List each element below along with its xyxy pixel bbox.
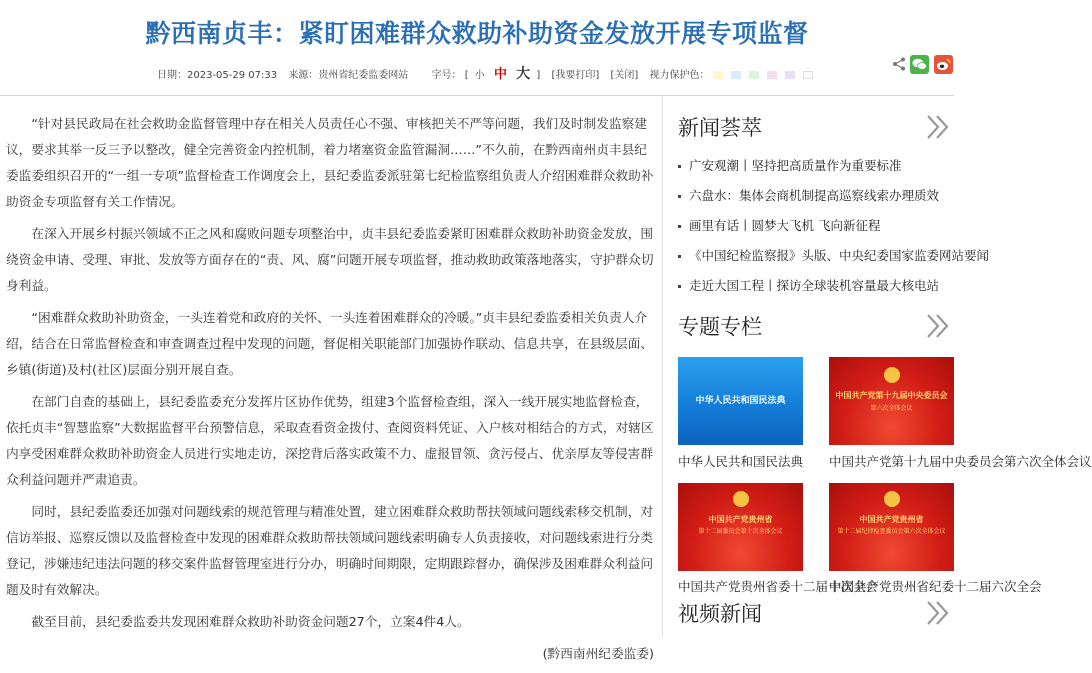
video-heading: 视频新闻 <box>678 602 762 626</box>
eye-protection-control <box>649 70 820 81</box>
article-paragraph: 在部门自查的基础上，县纪委监委充分发挥片区协作优势，组建3个监督检查组，深入一线开展实地监督检查，依托贞丰“智慧监察”大数据监督平台预警信息，采取查看资金拨付、查阅资料凭证、入户核对相结合的方式，对辖区内享受困难群众救助补助资金人员进行实地走访，深挖背后落实政策不力、虚报冒领、贪污侵占、优亲厚友等侵害群众利益问题并严肃追责。 <box>6 394 654 487</box>
party-emblem-icon <box>884 367 900 383</box>
font-large-button[interactable]: 大 <box>516 66 531 82</box>
article-paragraph: “困难群众救助补助资金，一头连着党和政府的关怀、一头连着困难群众的冷暖。”贞丰县纪委监委相关负责人介绍，结合在日常监督检查和审查调查过程中发现的问题，督促相关职能部门加强协作联动、信息共享，在县级层面、乡镇(街道)及村(社区)层面分别开展自查。 <box>6 310 654 377</box>
news-item[interactable]: 走近大国工程丨探访全球装机容量最大核电站 <box>678 271 954 301</box>
wechat-icon[interactable] <box>910 55 929 74</box>
double-chevron-icon[interactable] <box>925 313 951 339</box>
font-medium-button[interactable]: 中 <box>493 67 507 82</box>
font-size-label: 字号： <box>431 70 462 81</box>
topics-heading: 专题专栏 <box>678 315 762 339</box>
eye-color-swatch[interactable] <box>713 71 723 79</box>
eye-color-swatch[interactable] <box>731 71 741 79</box>
double-chevron-icon[interactable] <box>925 114 951 140</box>
topic-card-19th-plenary[interactable] <box>829 357 954 445</box>
topic-card-guizhou-plenary[interactable] <box>678 483 803 571</box>
article-paragraph: “针对县民政局在社会救助金监督管理中存在相关人员责任心不强、审核把关不严等问题，我们及时制发监察建议，要求其举一反三予以整改，健全完善资金内控机制，着力堵塞资金监管漏洞……”不久前，在黔西南州贞丰县纪委监委组织召开的“一组一专项”监督检查工作调度会上，县纪委监委派驻第七纪检监察组负责人介绍困难群众救助补助资金专项监督有关工作情况。 <box>6 116 654 209</box>
article-meta <box>157 63 821 83</box>
party-emblem-icon <box>733 491 749 507</box>
article-body <box>6 111 654 673</box>
source-value: 贵州省纪委监委网站 <box>318 70 409 81</box>
eye-protection-label: 视力保护色： <box>649 70 710 81</box>
bracket-close: ] <box>536 70 541 81</box>
article-paragraph: 截至目前，县纪委监委共发现困难群众救助补助资金问题27个，立案4件4人。 <box>31 614 470 629</box>
share-icon[interactable] <box>892 57 906 71</box>
date-info <box>157 70 277 81</box>
column-divider <box>662 96 663 637</box>
topic-caption[interactable]: 中国共产党贵州省委十二届十次全会 <box>678 579 879 594</box>
date-label: 日期： <box>157 70 187 81</box>
topic-card-civil-code[interactable] <box>678 357 803 445</box>
article-paragraph: 在深入开展乡村振兴领域不正之风和腐败问题专项整治中，贞丰县纪委监委紧盯困难群众救助补助资金发放，围绕资金申请、受理、审批、发放等方面存在的“责、风、腐”问题开展专项监督，推动救助政策落地落实，守护群众切身利益。 <box>6 226 654 293</box>
print-button[interactable]: [我要打印] <box>551 70 600 81</box>
news-list <box>678 151 990 301</box>
article-byline: (黔西南州纪委监委) <box>542 646 654 661</box>
topic-image-sub: 第十二届纪律检查委员会第六次全体会议 <box>837 528 946 535</box>
topic-image-sub: 第十二届委员会第十次全体会议 <box>698 528 783 535</box>
source-label: 来源： <box>288 70 319 81</box>
eye-color-swatch[interactable] <box>767 71 777 79</box>
topic-image-text: 中国共产党贵州省 <box>708 515 773 524</box>
topic-image-text: 中国共产党贵州省 <box>859 515 924 524</box>
topic-image-text: 中华人民共和国民法典 <box>695 396 786 406</box>
article-title: 黔西南贞丰：紧盯困难群众救助补助资金发放开展专项监督 <box>145 19 809 48</box>
topic-image-text: 中国共产党第十九届中央委员会 <box>835 391 948 400</box>
party-emblem-icon <box>884 491 900 507</box>
topic-caption[interactable]: 中华人民共和国民法典 <box>678 454 804 469</box>
eye-color-swatch[interactable] <box>803 71 813 79</box>
header-divider <box>0 95 954 96</box>
eye-color-swatch[interactable] <box>749 71 759 79</box>
news-item[interactable]: 画里有话丨圆梦大飞机 飞向新征程 <box>678 211 954 241</box>
date-value: 2023-05-29 07:33 <box>187 70 278 81</box>
news-heading: 新闻荟萃 <box>678 116 762 140</box>
topic-caption[interactable]: 中国共产党第十九届中央委员会第六次全体会议 <box>829 454 1092 469</box>
news-item[interactable]: 广安观潮丨坚持把高质量作为重要标准 <box>678 151 954 181</box>
source-info <box>288 70 408 81</box>
news-item[interactable]: 《中国纪检监察报》头版、中央纪委国家监委网站要闻 <box>678 241 954 271</box>
eye-color-swatches <box>713 70 821 81</box>
weibo-icon[interactable] <box>934 55 953 74</box>
double-chevron-icon[interactable] <box>925 600 951 626</box>
article-paragraph: 同时，县纪委监委还加强对问题线索的规范管理与精准处置，建立困难群众救助帮扶领域问题线索移交机制，对信访举报、巡察反馈以及监督检查中发现的困难群众救助帮扶领域问题线索明确专人负责接收，对问题线索进行分类登记，涉嫌违纪违法问题的移交案件监督管理室进行分办，明确时间期限，定期跟踪督办，确保涉及困难群众利益问题及时有效解决。 <box>6 504 654 597</box>
topic-card-guizhou-discipline[interactable] <box>829 483 954 571</box>
eye-color-swatch[interactable] <box>785 71 795 79</box>
topic-caption[interactable]: 中国共产党贵州省纪委十二届六次全会 <box>829 579 1042 594</box>
font-small-button[interactable]: 小 <box>474 70 485 81</box>
close-button[interactable]: [关闭] <box>610 70 639 81</box>
topic-image-sub: 第六次全体会议 <box>870 405 913 412</box>
font-size-control <box>431 66 544 82</box>
news-item[interactable]: 六盘水：集体会商机制提高巡察线索办理质效 <box>678 181 954 211</box>
bracket-open: [ <box>464 70 469 81</box>
